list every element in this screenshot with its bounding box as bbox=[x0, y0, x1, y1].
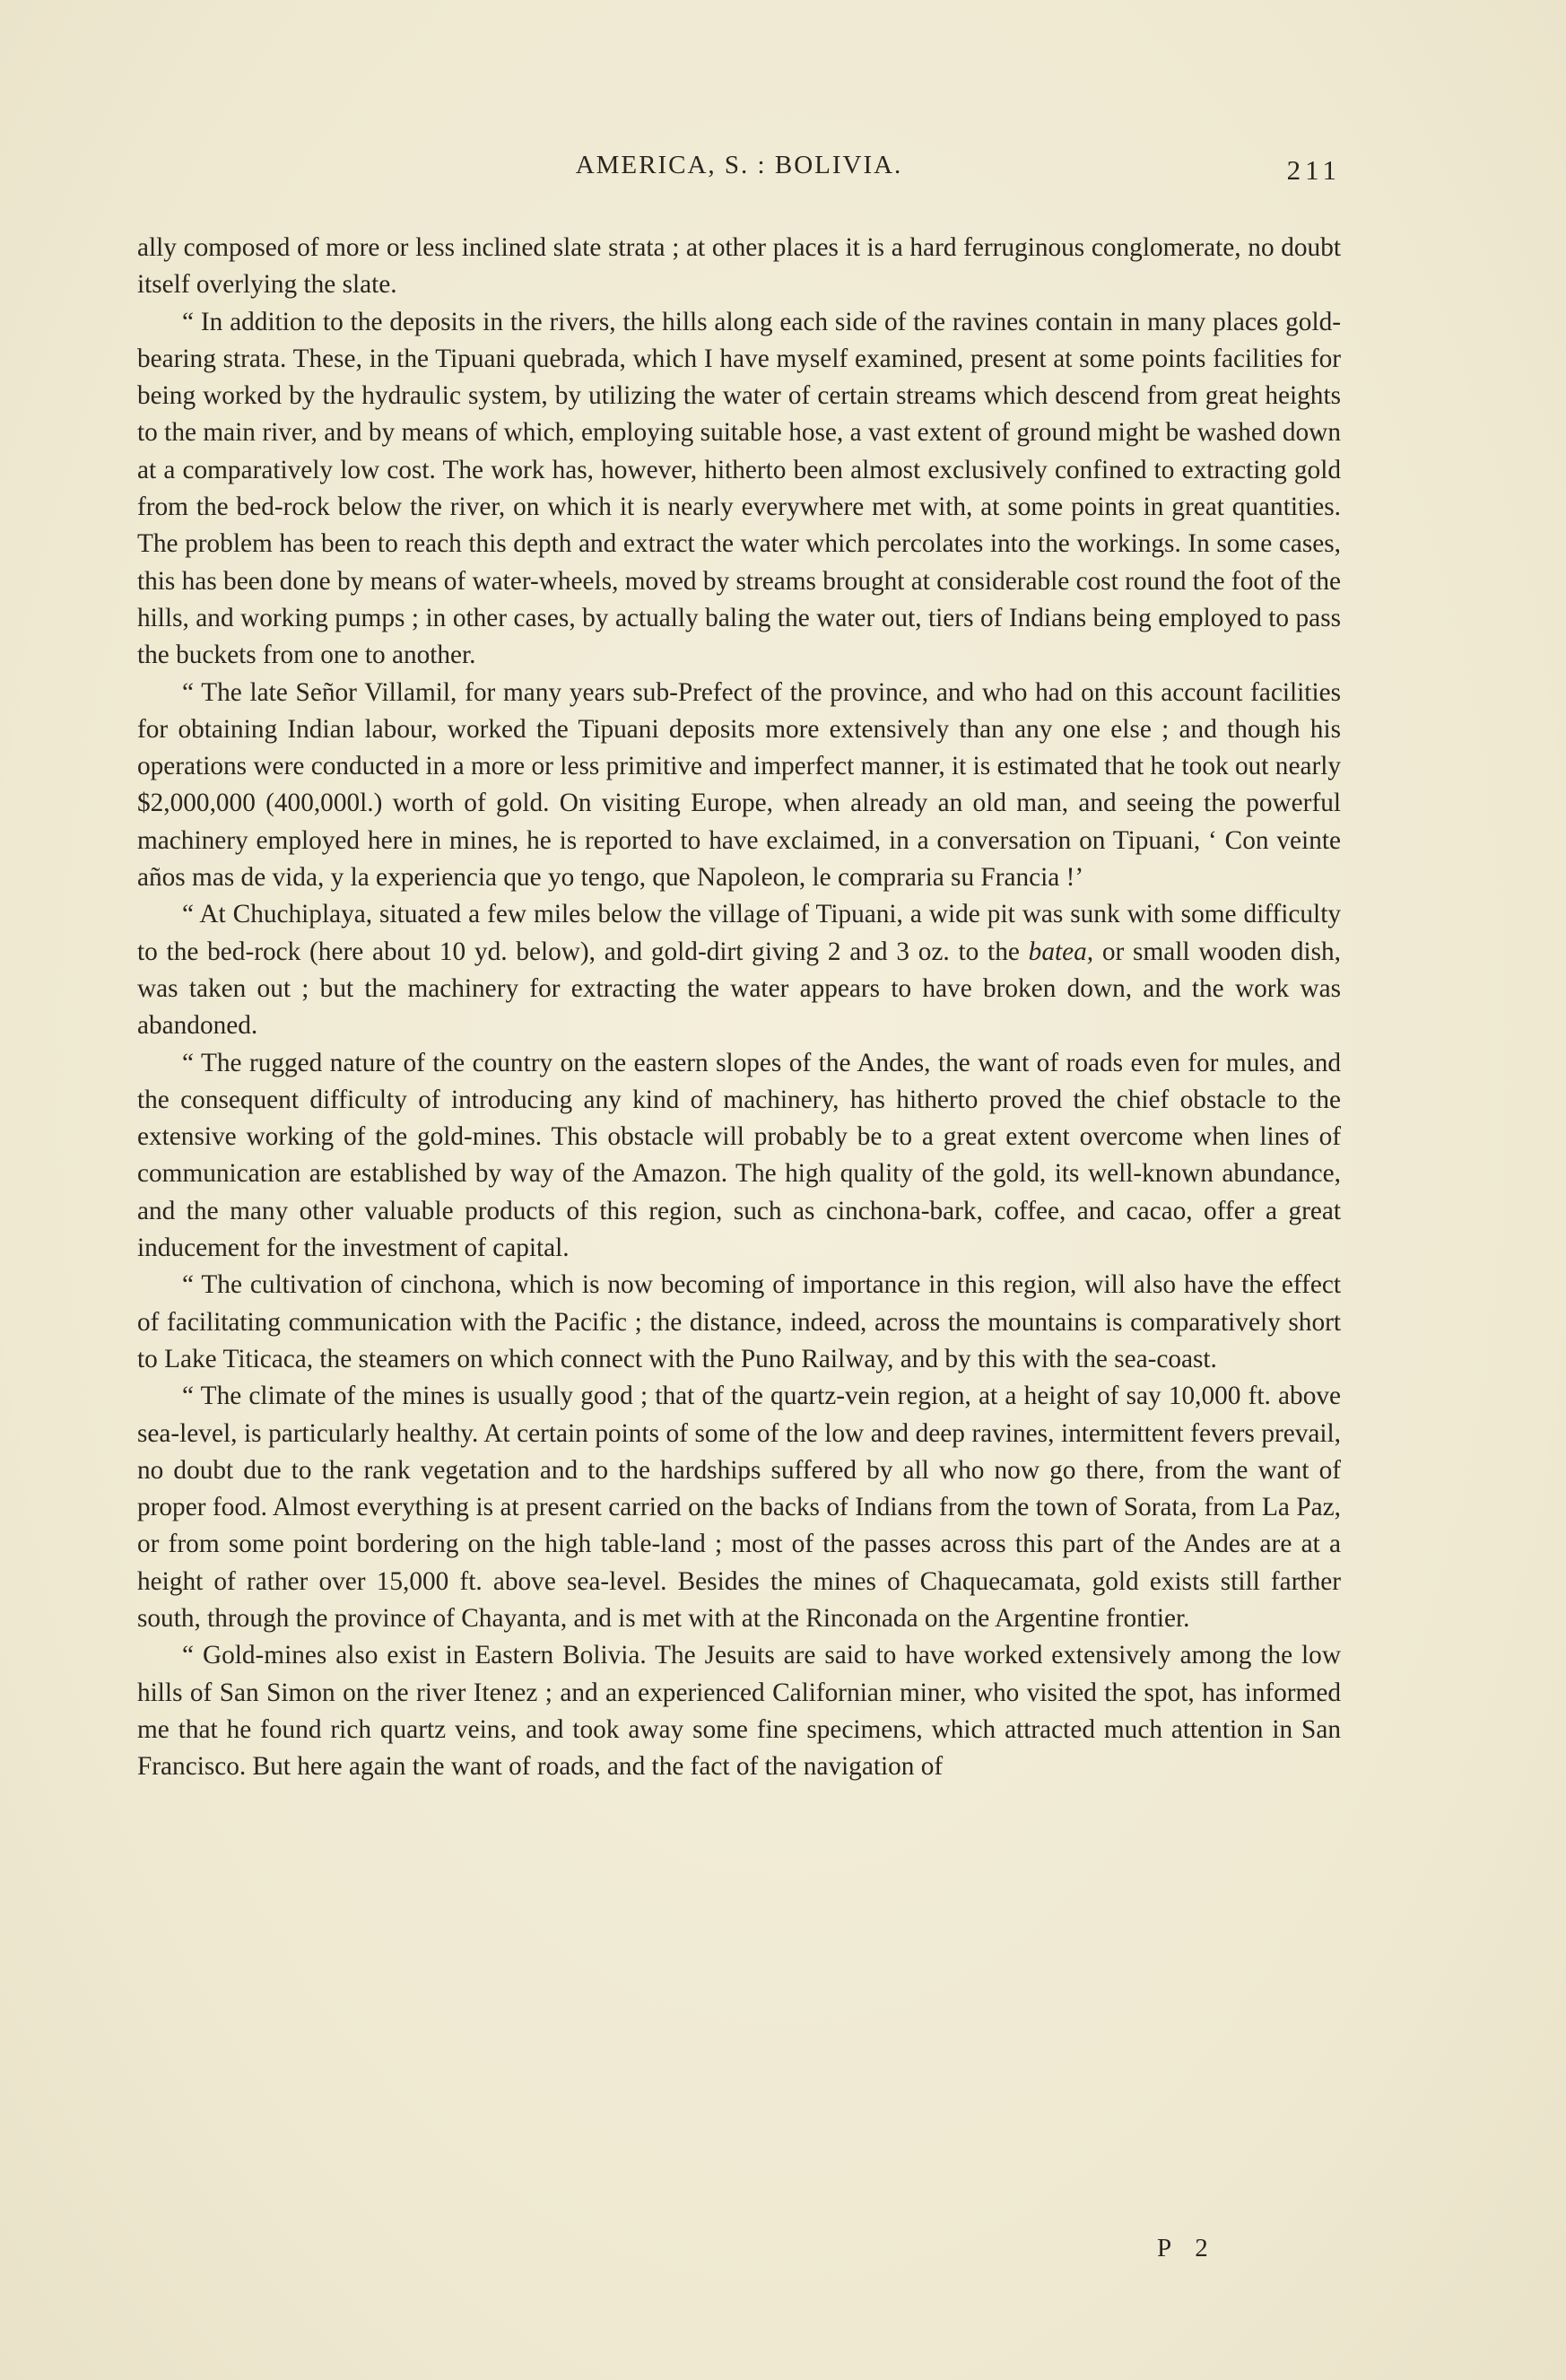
paragraph: “ The rugged nature of the country on the eastern slopes of the Andes, the want of roads even for mules, and the consequent difficulty of introducing any kind of machinery, has hitherto proved the chief obstacle to the extensive working of the gold-mines. This obstacle will probably be to a great extent overcome when lines of communication are established by way of the Amazon. The high quality of the gold, its well-known abundance, and the many other valuable products of this region, such as cinchona-bark, coffee, and cacao, offer a great inducement for the investment of capital. bbox=[137, 1048, 1341, 1263]
page-header bbox=[137, 151, 1341, 196]
running-head: AMERICA, S. : BOLIVIA. bbox=[575, 151, 903, 179]
paragraph: “ The late Señor Villamil, for many years sub-Prefect of the province, and who had on this account facilities for obtaining Indian labour, worked the Tipuani deposits more extensively than any one else ; and though his operations were conducted in a more or less primitive and imperfect manner, it is estimated that he took out nearly $2,000,000 (400,000l.) worth of gold. On visiting Europe, when already an old man, and seeing the powerful machinery employed here in mines, he is reported to have exclaimed, in a conversation on Tipuani, ‘ Con veinte años mas de vida, y la experiencia que yo tengo, que Napoleon, le compraria su Francia !’ bbox=[137, 677, 1341, 893]
paragraph-text: or small wooden dish, was taken out ; but the machinery for extracting the water appears to have broken down, and the work was abandoned. bbox=[137, 937, 1342, 1041]
paragraph: ally composed of more or less inclined slate strata ; at other places it is a hard ferruginous conglomerate, no doubt itself overlying the slate. bbox=[137, 233, 1341, 300]
italic-term: batea, bbox=[1028, 937, 1094, 966]
body-text bbox=[137, 230, 1341, 1785]
paragraph bbox=[137, 896, 1341, 1044]
paragraph: “ The climate of the mines is usually good ; that of the quartz-vein region, at a height of say 10,000 ft. above sea-level, is particularly healthy. At certain points of some of the low and deep ravines, intermittent fevers prevail, no doubt due to the rank vegetation and to the hardships suffered by all who now go there, from the want of proper food. Almost everything is at present carried on the backs of Indians from the town of Sorata, from La Paz, or from some point bordering on the high table-land ; most of the passes across this part of the Andes are at a height of rather over 15,000 ft. above sea-level. Besides the mines of Chaquecamata, gold exists still farther south, through the province of Chayanta, and is met with at the Rinconada on the Argentine frontier. bbox=[137, 1382, 1341, 1633]
paragraph-text: “ At Chuchiplaya, situated a few miles below the village of Tipuani, a wide pit was sunk with some difficulty to the bed-rock (here about 10 yd. below), and gold-dirt giving 2 and 3 oz. to the bbox=[137, 900, 1341, 966]
paragraph: “ In addition to the deposits in the rivers, the hills along each side of the ravines contain in many places gold-bearing strata. These, in the Tipuani quebrada, which I have myself examined, present at some points facilities for being worked by the hydraulic system, by utilizing the water of certain streams which descend from great heights to the main river, and by means of which, employing suitable hose, a vast extent of ground might be washed down at a comparatively low cost. The work has, however, hitherto been almost exclusively confined to extracting gold from the bed-rock below the river, on which it is nearly everywhere met with, at some points in great quantities. The problem has been to reach this depth and extract the water which percolates into the workings. In some cases, this has been done by means of water-wheels, moved by streams brought at considerable cost round the foot of the hills, and working pumps ; in other cases, by actually baling the water out, tiers of Indians being employed to pass the buckets from one to another. bbox=[137, 307, 1341, 670]
paragraph: “ The cultivation of cinchona, which is now becoming of importance in this region, will also have the effect of facilitating communication with the Pacific ; the distance, indeed, across the mountains is comparatively short to Lake Titicaca, the steamers on which connect with the Puno Railway, and by this with the sea-coast. bbox=[137, 1270, 1341, 1373]
page-number: 211 bbox=[1286, 154, 1341, 186]
signature-mark: P 2 bbox=[1157, 2234, 1217, 2262]
paragraph: “ Gold-mines also exist in Eastern Bolivia. The Jesuits are said to have worked extensively among the low hills of San Simon on the river Itenez ; and an experienced Californian miner, who visited the spot, has informed me that he found rich quartz veins, and took away some fine specimens, which attracted much attention in San Francisco. But here again the want of roads, and the fact of the navigation of bbox=[137, 1641, 1341, 1782]
